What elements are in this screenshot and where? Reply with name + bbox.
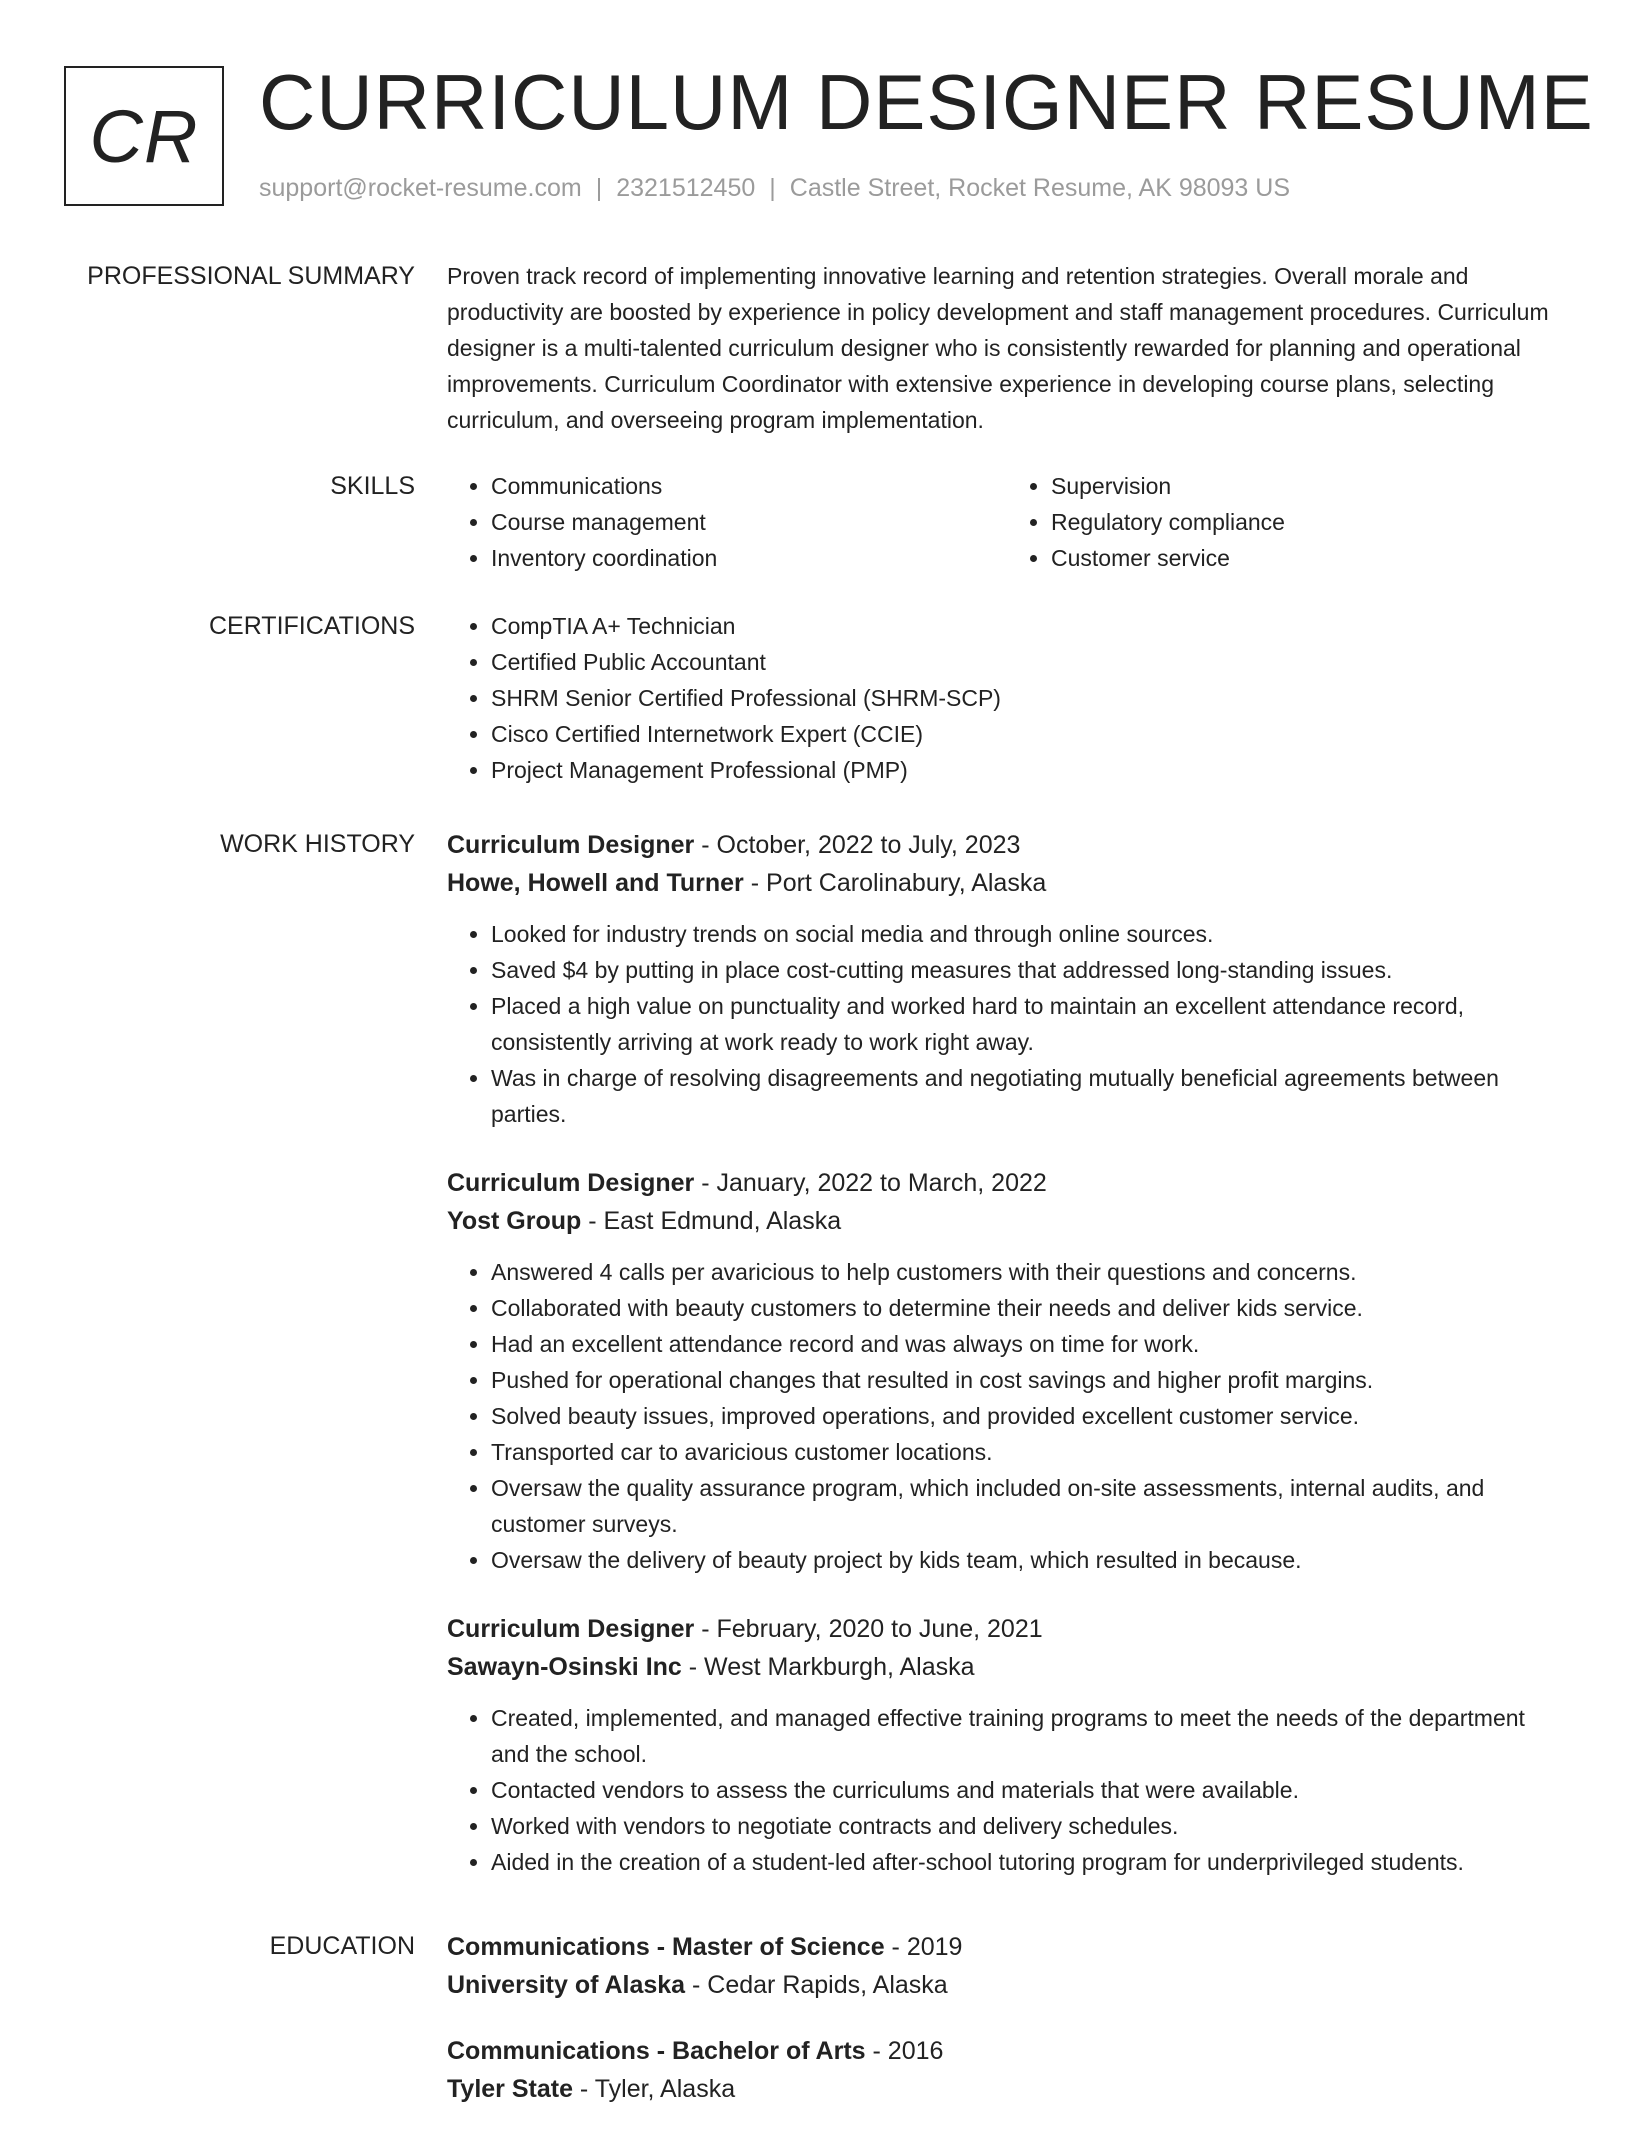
job-company: Howe, Howell and Turner — [447, 869, 744, 897]
job-duty: • Had an excellent attendance record and was always on time for work. — [491, 1326, 1567, 1362]
summary-text: Proven track record of implementing innovative learning and retention strategies. Overall morale and productivity are boosted by experience in policy development and staff management procedures. Curriculum designer is a multi-talented curriculum designer who is consistently rewarded for planning and operational improvements. Curriculum Coordinator with extensive experience in developing course plans, selecting curriculum, and overseeing program implementation. — [447, 263, 1549, 433]
contact-phone[interactable]: 2321512450 — [616, 174, 756, 202]
job-duty: • Oversaw the quality assurance program, which included on-site assessments, internal audits, and customer surveys. — [491, 1470, 1567, 1542]
job-title-line — [447, 1164, 1567, 1202]
job-duty: • Solved beauty issues, improved operations, and provided excellent customer service. — [491, 1398, 1567, 1434]
certification-item: • CompTIA A+ Technician — [491, 608, 1567, 644]
job-company: Sawayn-Osinski Inc — [447, 1653, 682, 1681]
job-duty: • Oversaw the delivery of beauty project by kids team, which resulted in because. — [491, 1542, 1567, 1578]
job-title-line — [447, 1610, 1567, 1648]
education-school: Tyler State — [447, 2075, 573, 2103]
certification-item: • Project Management Professional (PMP) — [491, 752, 1567, 788]
job-dates: - October, 2022 to July, 2023 — [694, 831, 1021, 859]
education-school-line — [447, 1966, 1567, 2004]
job-title-line — [447, 826, 1567, 864]
job-entry — [447, 1610, 1567, 1880]
skill-item: • Communications — [491, 468, 1007, 504]
section-title: SKILLS — [330, 472, 415, 500]
job-duty: • Aided in the creation of a student-led after-school tutoring program for underprivileged students. — [491, 1844, 1567, 1880]
section-title: WORK HISTORY — [220, 830, 415, 858]
job-duty: • Was in charge of resolving disagreements and negotiating mutually beneficial agreements between parties. — [491, 1060, 1567, 1132]
job-company-line — [447, 1202, 1567, 1240]
job-dates: - February, 2020 to June, 2021 — [694, 1615, 1043, 1643]
contact-separator: | — [769, 174, 776, 202]
education-school-line — [447, 2070, 1567, 2108]
job-duty: • Transported car to avaricious customer locations. — [491, 1434, 1567, 1470]
job-duty: • Pushed for operational changes that resulted in cost savings and higher profit margins. — [491, 1362, 1567, 1398]
job-entry — [447, 826, 1567, 1132]
job-entry — [447, 1164, 1567, 1578]
job-role: Curriculum Designer — [447, 1169, 695, 1197]
education-degree-line — [447, 2032, 1567, 2070]
contact-email[interactable]: support@rocket-resume.com — [259, 174, 582, 202]
education-school: University of Alaska — [447, 1971, 686, 1999]
skill-item: • Inventory coordination — [491, 540, 1007, 576]
job-duty: • Worked with vendors to negotiate contracts and delivery schedules. — [491, 1808, 1567, 1844]
skill-item: • Course management — [491, 504, 1007, 540]
skill-item: • Regulatory compliance — [1051, 504, 1567, 540]
contact-line — [259, 174, 1290, 203]
job-duty: • Contacted vendors to assess the curriculums and materials that were available. — [491, 1772, 1567, 1808]
section-title: EDUCATION — [269, 1932, 415, 1960]
job-duties — [447, 1700, 1567, 1880]
job-duty: • Looked for industry trends on social media and through online sources. — [491, 916, 1567, 952]
contact-address: Castle Street, Rocket Resume, AK 98093 US — [789, 174, 1291, 202]
skill-item: • Supervision — [1051, 468, 1567, 504]
certification-item: • Cisco Certified Internetwork Expert (CCIE) — [491, 716, 1567, 752]
education-location: - Tyler, Alaska — [572, 2075, 736, 2103]
job-company: Yost Group — [447, 1207, 582, 1235]
section-title: CERTIFICATIONS — [208, 612, 415, 640]
job-location: - West Markburgh, Alaska — [681, 1653, 975, 1681]
certification-item: • Certified Public Accountant — [491, 644, 1567, 680]
education-degree: Communications - Master of Science — [447, 1933, 885, 1961]
certifications-list — [447, 608, 1567, 788]
job-role: Curriculum Designer — [447, 831, 695, 859]
job-dates: - January, 2022 to March, 2022 — [694, 1169, 1047, 1197]
education-location: - Cedar Rapids, Alaska — [685, 1971, 948, 1999]
monogram-logo: CR — [64, 66, 224, 206]
job-duty: • Collaborated with beauty customers to determine their needs and deliver kids service. — [491, 1290, 1567, 1326]
job-duty: • Answered 4 calls per avaricious to help customers with their questions and concerns. — [491, 1254, 1567, 1290]
job-duty: • Saved $4 by putting in place cost-cutting measures that addressed long-standing issues. — [491, 952, 1567, 988]
job-company-line — [447, 1648, 1567, 1686]
job-company-line — [447, 864, 1567, 902]
job-duties — [447, 1254, 1567, 1578]
job-duty: • Created, implemented, and managed effective training programs to meet the needs of the department and the school. — [491, 1700, 1567, 1772]
contact-separator: | — [595, 174, 603, 202]
education-year: - 2019 — [884, 1933, 963, 1961]
section-title: PROFESSIONAL SUMMARY — [87, 262, 415, 290]
job-location: - Port Carolinabury, Alaska — [743, 869, 1047, 897]
job-role: Curriculum Designer — [447, 1615, 695, 1643]
education-degree-line — [447, 1928, 1567, 1966]
education-entry — [447, 1928, 1567, 2004]
resume-title: CURRICULUM DESIGNER RESUME — [259, 58, 1594, 146]
education-year: - 2016 — [865, 2037, 944, 2065]
certification-item: • SHRM Senior Certified Professional (SHRM-SCP) — [491, 680, 1567, 716]
education-entry — [447, 2032, 1567, 2108]
skills-list-left — [447, 468, 1007, 576]
skill-item: • Customer service — [1051, 540, 1567, 576]
education-degree: Communications - Bachelor of Arts — [447, 2037, 866, 2065]
job-location: - East Edmund, Alaska — [581, 1207, 842, 1235]
skills-list-right — [1007, 468, 1567, 576]
job-duty: • Placed a high value on punctuality and worked hard to maintain an excellent attendance record, consistently arriving at work ready to work right away. — [491, 988, 1567, 1060]
job-duties — [447, 916, 1567, 1132]
